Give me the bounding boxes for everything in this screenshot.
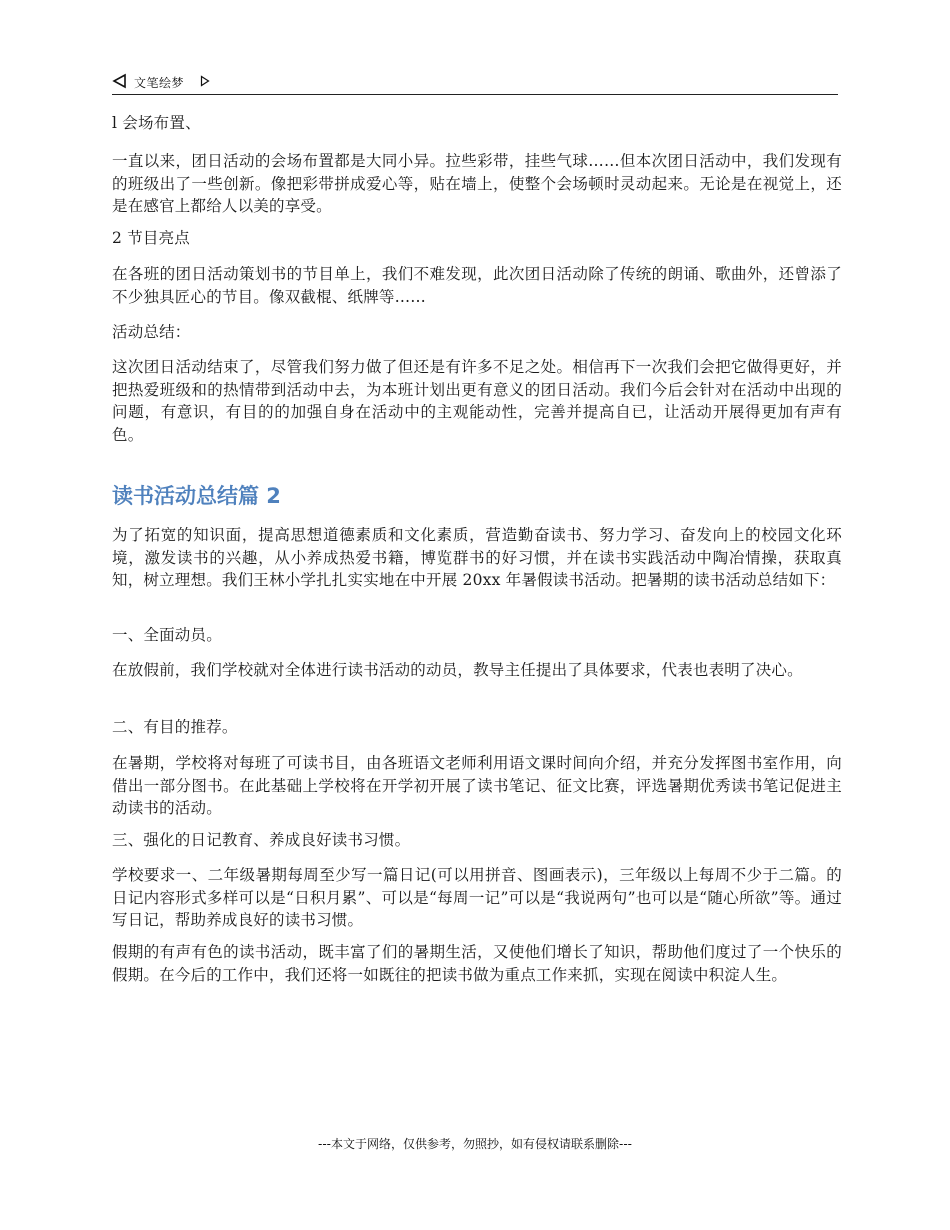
- paragraph-summary: 这次团日活动结束了，尽管我们努力做了但还是有许多不足之处。相信再下一次我们会把它做得更好，并把热爱班级和的热情带到活动中去，为本班计划出更有意义的团日活动。我们今后会针对在活动中出现的问题，有意识，有目的的加强自身在活动中的主观能动性，完善并提高自已，让活动开展得更加有声有色。: [112, 358, 842, 444]
- subheading-summary: 活动总结：: [112, 323, 191, 341]
- subheading-diary: 三、强化的日记教育、养成良好读书习惯。: [112, 831, 411, 849]
- page-header: [112, 72, 838, 95]
- paragraph-conclusion: 假期的有声有色的读书活动，既丰富了们的暑期生活，又使他们增长了知识，帮助他们度过了一个快乐的假期。在今后的工作中，我们还将一如既往的把读书做为重点工作来抓，实现在阅读中积淀人生。: [112, 943, 842, 984]
- triangle-right-icon: [200, 75, 210, 87]
- page-footer: ---本文于网络，仅供参考，勿照抄，如有侵权请联系删除---: [318, 1137, 632, 1151]
- paragraph-intro: 为了拓宽的知识面，提高思想道德素质和文化素质，营造勤奋读书、努力学习、奋发向上的校园文化环境，激发读书的兴趣，从小养成热爱书籍，博览群书的好习惯，并在读书实践活动中陶冶情操，获取真知，树立理想。我们王林小学扎扎实实地在中开展 20xx 年暑假读书活动。把暑期的读书活动总结如下：: [112, 526, 842, 589]
- paragraph-diary: 学校要求一、二年级暑期每周至少写一篇日记(可以用拼音、图画表示)，三年级以上每周不少于二篇。的日记内容形式多样可以是“日积月累”、可以是“每周一记”可以是“我说两句”也可以是“随心所欲”等。通过写日记，帮助养成良好的读书习惯。: [112, 866, 842, 929]
- paragraph-recommend: 在暑期，学校将对每班了可读书目，由各班语文老师利用语文课时间向介绍，并充分发挥图书室作用，向借出一部分图书。在此基础上学校将在开学初开展了读书笔记、征文比赛，评选暑期优秀读书笔记促进主动读书的活动。: [112, 754, 842, 817]
- paragraph-program: 在各班的团日活动策划书的节目单上，我们不难发现，此次团日活动除了传统的朗诵、歌曲外，还曾添了不少独具匠心的节目。像双截棍、纸牌等……: [112, 265, 842, 306]
- subheading-program: 2 节目亮点: [112, 229, 190, 247]
- header-brand: 文笔绘梦: [134, 76, 185, 90]
- paragraph-mobilize: 在放假前，我们学校就对全体进行读书活动的动员，教导主任提出了具体要求，代表也表明了决心。: [112, 661, 803, 679]
- triangle-left-icon: [112, 73, 128, 89]
- subheading-mobilize: 一、全面动员。: [112, 626, 222, 644]
- subheading-recommend: 二、有目的推荐。: [112, 718, 238, 736]
- subheading-venue: l 会场布置、: [112, 114, 201, 132]
- section-2-title: 读书活动总结篇 2: [112, 484, 281, 508]
- paragraph-venue: 一直以来，团日活动的会场布置都是大同小异。拉些彩带，挂些气球……但本次团日活动中，我们发现有的班级出了一些创新。像把彩带拼成爱心等，贴在墙上，使整个会场顿时灵动起来。无论是在视觉上，还是在感官上都给人以美的享受。: [112, 152, 842, 215]
